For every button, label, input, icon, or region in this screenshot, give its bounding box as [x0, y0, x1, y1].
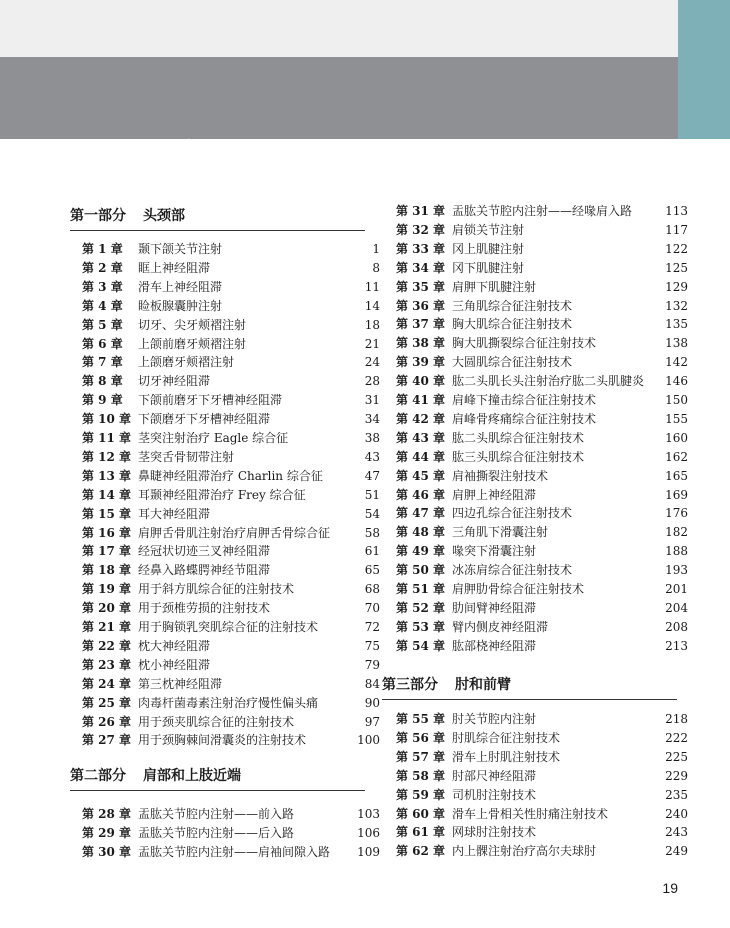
chapter-page: 160: [665, 430, 688, 445]
chapter-title: 枕大神经阻滞: [138, 638, 211, 653]
toc-entry[interactable]: [70, 429, 380, 447]
chapter-title: 颞下颌关节注射: [138, 242, 223, 256]
toc-entry[interactable]: [382, 580, 692, 598]
chapter-number: 第 37 章: [396, 317, 446, 332]
chapter-title: 肉毒杆菌毒素注射治疗慢性偏头痛: [138, 695, 319, 710]
toc-entry[interactable]: [70, 731, 380, 749]
chapter-number: 第 21 章: [82, 620, 132, 634]
chapter-number: 第 28 章: [82, 807, 132, 821]
chapter-number: 第 6 章: [82, 336, 123, 351]
toc-entry[interactable]: [382, 805, 692, 823]
toc-entry[interactable]: [70, 637, 380, 655]
chapter-title: 枕小神经阻滞: [138, 657, 211, 672]
chapter-number: 第 11 章: [82, 431, 132, 445]
toc-entry[interactable]: [70, 297, 380, 315]
chapter-page: 38: [364, 431, 380, 445]
chapter-number: 第 48 章: [396, 525, 446, 540]
chapter-title: 肱二头肌长头注射治疗肱二头肌腱炎: [452, 374, 645, 389]
chapter-title: 肱三头肌综合征注射技术: [452, 449, 585, 464]
chapter-number: 第 45 章: [396, 468, 446, 483]
chapter-title: 耳大神经阻滞: [138, 506, 211, 521]
part-number: 第二部分: [70, 768, 126, 784]
toc-entry[interactable]: [382, 710, 692, 728]
toc-entry[interactable]: [382, 467, 692, 485]
chapter-number: 第 20 章: [82, 601, 132, 616]
part-number: 第三部分: [382, 677, 438, 693]
chapter-number: 第 1 章: [82, 242, 123, 256]
toc-entry[interactable]: [70, 524, 380, 542]
chapter-page: 70: [364, 601, 380, 616]
toc-entry[interactable]: [70, 278, 380, 296]
toc-entry[interactable]: [382, 334, 692, 352]
chapter-title: 用于颈夹肌综合征的注射技术: [138, 714, 295, 729]
part-name: 头颈部: [143, 208, 185, 224]
chapter-number: 第 31 章: [396, 204, 446, 218]
chapter-title: 用于斜方肌综合征的注射技术: [138, 582, 295, 597]
part-name: 肘和前臂: [455, 677, 511, 693]
chapter-page: 165: [665, 468, 688, 483]
chapter-number: 第 29 章: [82, 825, 132, 840]
chapter-title: 肩锁关节注射: [452, 222, 525, 237]
toc-entry[interactable]: [382, 278, 692, 296]
toc-entry[interactable]: [382, 599, 692, 617]
chapter-number: 第 53 章: [396, 619, 446, 634]
chapter-title: 用于颈胸棘间滑囊炎的注射技术: [138, 733, 307, 748]
chapter-number: 第 25 章: [82, 695, 132, 710]
chapter-page: 58: [364, 525, 380, 540]
chapter-title: 冰冻肩综合征注射技术: [452, 563, 573, 578]
toc-entry[interactable]: [70, 467, 380, 485]
toc-entry[interactable]: [382, 391, 692, 409]
toc-entry[interactable]: [70, 599, 380, 617]
toc-entry[interactable]: [382, 315, 692, 333]
chapter-title: 肩胛下肌腱注射: [452, 279, 537, 294]
chapter-title: 滑车上肘肌注射技术: [452, 749, 561, 764]
chapter-number: 第 24 章: [82, 676, 132, 691]
toc-entry[interactable]: [70, 843, 380, 861]
toc-entry[interactable]: [70, 240, 380, 258]
chapter-page: 150: [665, 393, 688, 407]
chapter-title: 胸大肌综合征注射技术: [452, 317, 573, 332]
chapter-page: 155: [665, 411, 688, 426]
chapter-title: 盂肱关节腔内注射——肩袖间隙入路: [138, 844, 331, 859]
chapter-title: 司机肘注射技术: [452, 787, 537, 802]
chapter-title: 用于胸锁乳突肌综合征的注射技术: [138, 620, 319, 634]
chapter-number: 第 15 章: [82, 506, 132, 521]
chapter-number: 第 14 章: [82, 487, 132, 502]
chapter-number: 第 33 章: [396, 241, 446, 256]
chapter-number: 第 8 章: [82, 374, 123, 389]
toc-entry[interactable]: [382, 786, 692, 804]
chapter-title: 盂肱关节腔内注射——后入路: [138, 825, 295, 840]
chapter-title: 臂内侧皮神经阻滞: [452, 619, 549, 634]
chapter-number: 第 7 章: [82, 355, 123, 370]
chapter-page: 8: [372, 260, 380, 275]
toc-entry[interactable]: [70, 824, 380, 842]
toc-entry[interactable]: [70, 618, 380, 636]
toc-entry[interactable]: [70, 805, 380, 823]
chapter-title: 肘肌综合征注射技术: [452, 730, 561, 745]
chapter-page: 117: [665, 222, 688, 237]
chapter-page: 188: [665, 544, 688, 559]
chapter-title: 肋间臂神经阻滞: [452, 600, 537, 615]
chapter-number: 第 17 章: [82, 544, 132, 559]
chapter-title: 喙突下滑囊注射: [452, 544, 537, 559]
chapter-title: 胸大肌撕裂综合征注射技术: [452, 336, 597, 351]
toc-entry[interactable]: [70, 656, 380, 674]
chapter-page: 11: [364, 279, 380, 294]
toc-entry[interactable]: [70, 372, 380, 390]
top-band: [0, 0, 730, 58]
chapter-title: 肩峰骨疼痛综合征注射技术: [452, 411, 597, 426]
chapter-title: 滑车上骨相关性肘痛注射技术: [452, 806, 609, 821]
chapter-number: 第 54 章: [396, 638, 446, 653]
chapter-page: 75: [364, 638, 380, 653]
chapter-title: 切牙、尖牙颊褶注射: [138, 317, 247, 332]
chapter-page: 240: [665, 806, 688, 821]
chapter-number: 第 49 章: [396, 544, 446, 559]
chapter-number: 第 57 章: [396, 749, 446, 764]
chapter-page: 193: [665, 563, 688, 578]
chapter-title: 切牙神经阻滞: [138, 374, 211, 389]
chapter-number: 第 2 章: [82, 260, 123, 275]
chapter-number: 第 5 章: [82, 317, 123, 332]
toc-entry[interactable]: [382, 823, 692, 841]
toc-entry[interactable]: [382, 429, 692, 447]
chapter-number: 第 52 章: [396, 600, 446, 615]
toc-entry[interactable]: [382, 767, 692, 785]
chapter-title: 上颌前磨牙颊褶注射: [138, 336, 247, 351]
accent-tab: [678, 0, 730, 139]
toc-entry[interactable]: [70, 335, 380, 353]
toc-entry[interactable]: [70, 353, 380, 371]
chapter-title: 茎突舌骨韧带注射: [138, 449, 235, 464]
chapter-number: 第 36 章: [396, 298, 446, 313]
chapter-title: 内上髁注射治疗高尔夫球肘: [452, 844, 597, 859]
chapter-title: 肘部尺神经阻滞: [452, 768, 537, 783]
toc-entry[interactable]: [382, 353, 692, 371]
chapter-title: 冈上肌腱注射: [452, 241, 525, 256]
chapter-page: 129: [665, 279, 688, 294]
toc-entry[interactable]: [70, 561, 380, 579]
chapter-page: 47: [364, 468, 380, 483]
toc-entry[interactable]: [382, 448, 692, 466]
chapter-page: 243: [665, 825, 688, 840]
chapter-page: 162: [665, 449, 688, 464]
toc-entry[interactable]: [70, 486, 380, 504]
chapter-title: 肩袖撕裂注射技术: [452, 468, 549, 483]
chapter-number: 第 26 章: [82, 714, 132, 729]
chapter-page: 132: [665, 298, 688, 313]
chapter-title: 滑车上神经阻滞: [138, 279, 223, 294]
chapter-number: 第 47 章: [396, 506, 446, 521]
toc-entry[interactable]: [382, 259, 692, 277]
toc-entry[interactable]: [382, 202, 692, 220]
chapter-title: 经冠状切迹三叉神经阻滞: [138, 544, 271, 559]
chapter-page: 142: [665, 355, 688, 370]
chapter-page: 43: [364, 449, 380, 464]
toc-entry[interactable]: [382, 618, 692, 636]
toc-entry[interactable]: [382, 240, 692, 258]
toc-entry[interactable]: [70, 505, 380, 523]
toc-entry[interactable]: [70, 316, 380, 334]
chapter-number: 第 43 章: [396, 430, 446, 445]
toc-entry[interactable]: [70, 542, 380, 560]
chapter-number: 第 60 章: [396, 806, 446, 821]
chapter-title: 肩胛肋骨综合征注射技术: [452, 582, 585, 596]
chapter-number: 第 13 章: [82, 468, 132, 483]
chapter-number: 第 32 章: [396, 222, 446, 237]
chapter-number: 第 12 章: [82, 449, 132, 464]
chapter-page: 72: [364, 620, 380, 634]
toc-entry[interactable]: [70, 580, 380, 598]
chapter-page: 97: [364, 714, 380, 729]
chapter-number: 第 22 章: [82, 638, 132, 653]
chapter-number: 第 42 章: [396, 411, 446, 426]
chapter-number: 第 3 章: [82, 279, 123, 294]
chapter-page: 79: [364, 657, 380, 672]
toc-entry[interactable]: [70, 448, 380, 466]
chapter-title: 盂肱关节腔内注射——经喙肩入路: [452, 204, 633, 218]
chapter-title: 鼻睫神经阻滞治疗 Charlin 综合征: [138, 468, 323, 483]
chapter-page: 182: [665, 525, 688, 540]
chapter-number: 第 19 章: [82, 582, 132, 597]
toc-entry[interactable]: [70, 259, 380, 277]
chapter-page: 90: [364, 695, 380, 710]
toc-entry[interactable]: [382, 221, 692, 239]
chapter-title: 肩胛上神经阻滞: [452, 487, 537, 502]
chapter-title: 大圆肌综合征注射技术: [452, 355, 573, 370]
toc-entry[interactable]: [382, 372, 692, 390]
chapter-page: 218: [665, 712, 688, 726]
chapter-page: 24: [364, 355, 380, 370]
chapter-number: 第 46 章: [396, 487, 446, 502]
chapter-title: 经鼻入路蝶腭神经节阻滞: [138, 563, 271, 578]
chapter-page: 249: [665, 844, 688, 859]
chapter-title: 肩胛舌骨肌注射治疗肩胛舌骨综合征: [138, 525, 331, 540]
toc-entry[interactable]: [382, 410, 692, 428]
chapter-page: 14: [364, 298, 380, 313]
page-title: 目 录: [70, 137, 221, 178]
chapter-title: 下颌磨牙下牙槽神经阻滞: [138, 412, 271, 427]
toc-entry[interactable]: [70, 713, 380, 731]
page-number: 19: [662, 880, 678, 896]
chapter-page: 68: [364, 582, 380, 597]
chapter-title: 下颌前磨牙下牙槽神经阻滞: [138, 393, 283, 408]
chapter-title: 网球肘注射技术: [452, 825, 537, 840]
chapter-title: 上颌磨牙颊褶注射: [138, 355, 235, 370]
chapter-page: 28: [364, 374, 380, 389]
chapter-page: 138: [665, 336, 688, 351]
chapter-title: 四边孔综合征注射技术: [452, 506, 573, 521]
chapter-number: 第 51 章: [396, 582, 446, 596]
toc-entry[interactable]: [382, 486, 692, 504]
chapter-title: 眶上神经阻滞: [138, 260, 211, 275]
chapter-page: 113: [665, 204, 688, 218]
toc-entry[interactable]: [70, 694, 380, 712]
chapter-number: 第 9 章: [82, 393, 123, 408]
chapter-page: 54: [364, 506, 380, 521]
toc-entry[interactable]: [382, 842, 692, 860]
chapter-page: 225: [665, 749, 688, 764]
chapter-number: 第 4 章: [82, 298, 123, 313]
chapter-title: 三角肌综合征注射技术: [452, 298, 573, 313]
title-banner: [0, 57, 678, 178]
chapter-number: 第 30 章: [82, 844, 132, 859]
chapter-page: 21: [364, 336, 380, 351]
chapter-title: 用于颈椎劳损的注射技术: [138, 601, 271, 616]
part-name: 肩部和上肢近端: [143, 768, 241, 784]
chapter-page: 51: [364, 487, 380, 502]
chapter-number: 第 50 章: [396, 563, 446, 578]
chapter-page: 204: [665, 600, 688, 615]
toc-entry[interactable]: [70, 391, 380, 409]
toc-entry[interactable]: [382, 542, 692, 560]
part-heading: [382, 673, 677, 700]
chapter-title: 肱二头肌综合征注射技术: [452, 430, 585, 445]
chapter-number: 第 10 章: [82, 412, 132, 427]
chapter-number: 第 27 章: [82, 733, 132, 748]
chapter-page: 125: [665, 260, 688, 275]
part-number: 第一部分: [70, 208, 126, 224]
chapter-page: 61: [364, 544, 380, 559]
chapter-page: 122: [665, 241, 688, 256]
chapter-page: 109: [357, 844, 380, 859]
chapter-number: 第 41 章: [396, 393, 446, 407]
chapter-number: 第 39 章: [396, 355, 446, 370]
toc-entry[interactable]: [382, 523, 692, 541]
chapter-page: 34: [364, 412, 380, 427]
chapter-page: 208: [665, 619, 688, 634]
chapter-page: 169: [665, 487, 688, 502]
toc-entry[interactable]: [382, 297, 692, 315]
chapter-page: 65: [364, 563, 380, 578]
chapter-page: 103: [357, 807, 380, 821]
chapter-number: 第 56 章: [396, 730, 446, 745]
chapter-page: 146: [665, 374, 688, 389]
part-heading: [70, 204, 365, 231]
toc-entry[interactable]: [382, 729, 692, 747]
toc-entry[interactable]: [382, 504, 692, 522]
toc-entry[interactable]: [70, 675, 380, 693]
toc-entry[interactable]: [70, 410, 380, 428]
chapter-page: 213: [665, 638, 688, 653]
toc-entry[interactable]: [382, 561, 692, 579]
chapter-title: 茎突注射治疗 Eagle 综合征: [138, 431, 289, 445]
chapter-page: 201: [665, 582, 688, 596]
chapter-page: 100: [357, 733, 380, 748]
chapter-title: 睑板腺囊肿注射: [138, 298, 223, 313]
chapter-number: 第 62 章: [396, 844, 446, 859]
chapter-title: 冈下肌腱注射: [452, 260, 525, 275]
chapter-title: 肱部桡神经阻滞: [452, 638, 537, 653]
chapter-page: 176: [665, 506, 688, 521]
chapter-number: 第 59 章: [396, 787, 446, 802]
chapter-number: 第 16 章: [82, 525, 132, 540]
chapter-page: 229: [665, 768, 688, 783]
chapter-title: 肘关节腔内注射: [452, 712, 537, 726]
chapter-number: 第 55 章: [396, 712, 446, 726]
chapter-title: 三角肌下滑囊注射: [452, 525, 549, 540]
chapter-number: 第 40 章: [396, 374, 446, 389]
chapter-number: 第 44 章: [396, 449, 446, 464]
chapter-number: 第 61 章: [396, 825, 446, 840]
chapter-title: 肩峰下撞击综合征注射技术: [452, 393, 597, 407]
chapter-title: 第三枕神经阻滞: [138, 676, 223, 691]
chapter-number: 第 35 章: [396, 279, 446, 294]
chapter-page: 84: [364, 676, 380, 691]
chapter-page: 106: [357, 825, 380, 840]
chapter-page: 31: [364, 393, 380, 408]
chapter-page: 235: [665, 787, 688, 802]
chapter-number: 第 58 章: [396, 768, 446, 783]
chapter-number: 第 18 章: [82, 563, 132, 578]
chapter-page: 222: [665, 730, 688, 745]
chapter-number: 第 23 章: [82, 657, 132, 672]
chapter-number: 第 34 章: [396, 260, 446, 275]
chapter-page: 135: [665, 317, 688, 332]
chapter-title: 耳颞神经阻滞治疗 Frey 综合征: [138, 487, 306, 502]
toc-entry[interactable]: [382, 637, 692, 655]
part-heading: [70, 764, 365, 791]
chapter-page: 1: [372, 242, 380, 256]
chapter-title: 盂肱关节腔内注射——前入路: [138, 807, 295, 821]
toc-entry[interactable]: [382, 748, 692, 766]
chapter-number: 第 38 章: [396, 336, 446, 351]
chapter-page: 18: [364, 317, 380, 332]
